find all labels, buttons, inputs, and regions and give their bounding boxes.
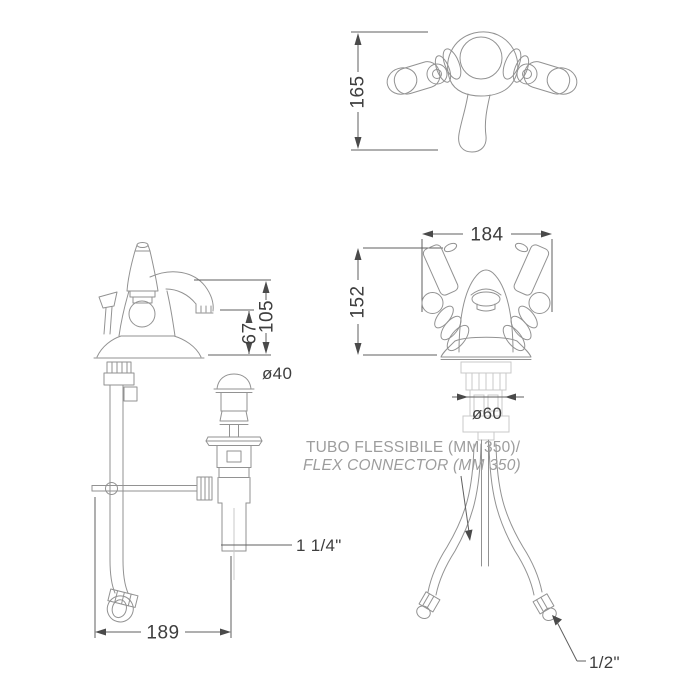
- dimension-half-inch: [552, 615, 620, 672]
- top-view-left-handle: [384, 47, 465, 98]
- dim-152-label: 152: [347, 285, 369, 319]
- side-hose-end-fitting: [104, 589, 138, 625]
- faucet-side-view: [92, 243, 213, 625]
- popup-drain-assembly: [197, 374, 262, 580]
- top-view-spout: [459, 94, 490, 152]
- side-mounting-hardware: [92, 362, 197, 625]
- dimension-105: [194, 280, 278, 354]
- dim-165-label: 165: [347, 75, 369, 109]
- dim-d40-label: ø40: [262, 364, 293, 383]
- side-base: [97, 336, 201, 357]
- drain-cap: [217, 374, 251, 389]
- dim-d60-label: ø60: [471, 404, 503, 423]
- dimension-drain-thread: [221, 536, 342, 555]
- side-popup-knob: [99, 292, 117, 334]
- dimension-184: [422, 225, 552, 312]
- left-hose-fitting: [414, 592, 440, 622]
- side-handle: [127, 243, 158, 328]
- dim-189-label: 189: [146, 622, 180, 644]
- dimension-152: [348, 248, 443, 355]
- front-mounting-hardware: [461, 362, 511, 440]
- dim-67-label: 67: [239, 322, 261, 345]
- dim-drain-thread-label: 1 1/4": [296, 536, 342, 555]
- note-line2: FLEX CONNECTOR (MM 350): [303, 457, 521, 474]
- top-view-right-handle: [500, 47, 581, 98]
- top-view-cartridge-circle: [460, 37, 502, 79]
- drain-rod-knob: [197, 477, 212, 500]
- dim-184-label: 184: [470, 224, 504, 246]
- note-line1: TUBO FLESSIBILE (MM 350)/: [306, 439, 521, 456]
- dim-half-inch-label: 1/2": [589, 653, 620, 672]
- dimension-165: [348, 32, 438, 150]
- dimension-189: [95, 497, 231, 644]
- faucet-top-view: [384, 32, 580, 152]
- front-aerator: [472, 292, 500, 306]
- front-base: [441, 337, 531, 357]
- dim-105-label: 105: [256, 299, 278, 334]
- side-spout: [150, 272, 213, 313]
